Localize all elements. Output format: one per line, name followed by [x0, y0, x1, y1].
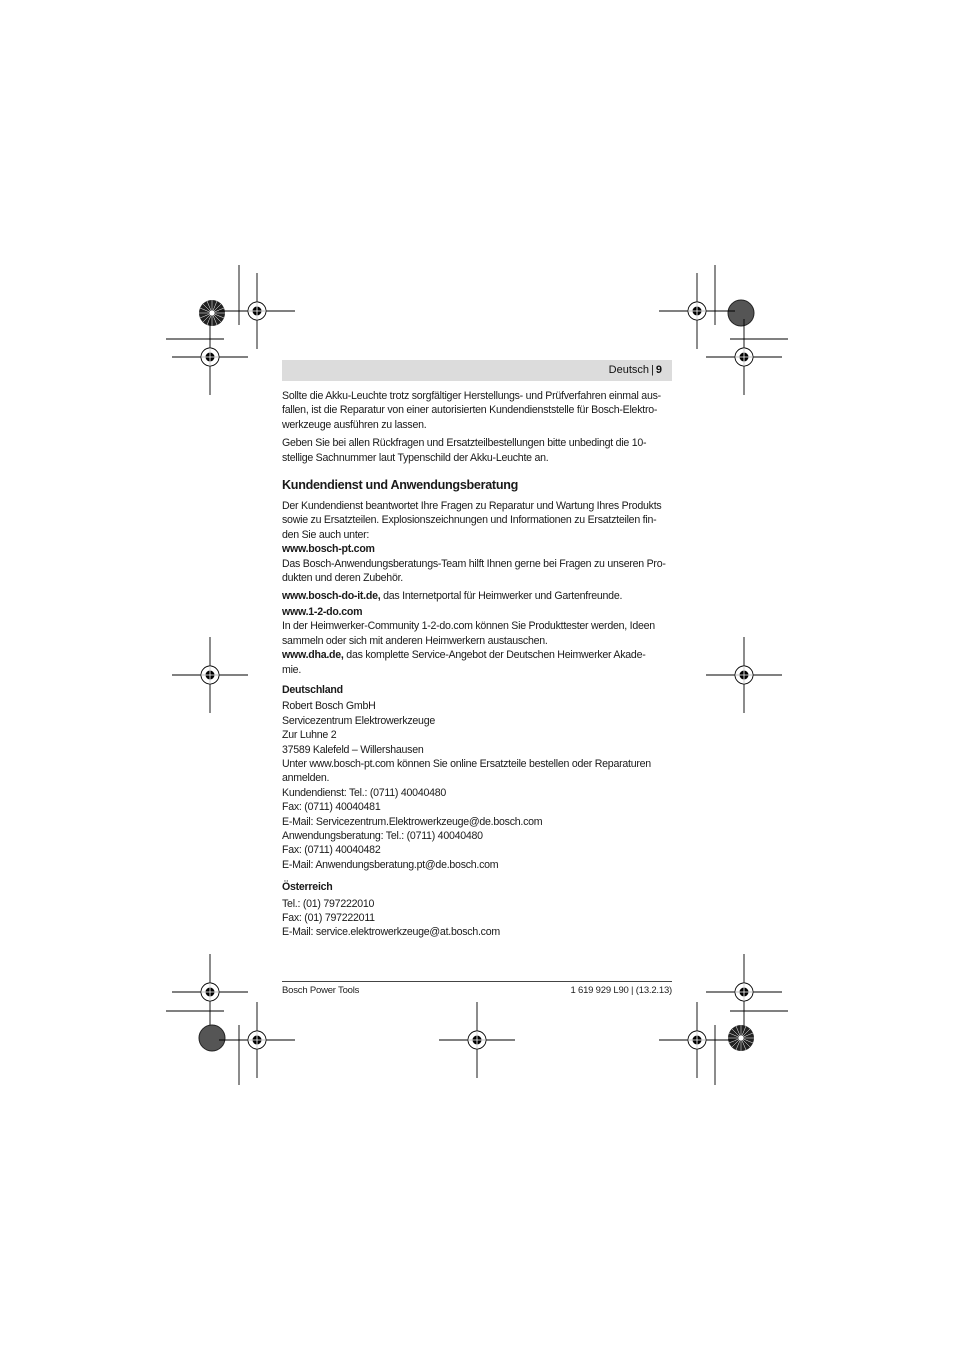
- email-line[interactable]: E-Mail: Anwendungsberatung.pt@de.bosch.com: [282, 858, 499, 871]
- page-content: [282, 389, 674, 944]
- intro-paragraph-2: [282, 436, 674, 465]
- header-label: Deutsch | 9: [608, 364, 662, 376]
- service-paragraph-do-it: [282, 589, 674, 603]
- footer-doc-number: 1 619 929 L90 | (13.2.13): [570, 985, 672, 996]
- address-line: Anwendungsberatung: Tel.: (0711) 40040480: [282, 829, 483, 842]
- intro-paragraph-1: [282, 389, 674, 432]
- footer-rule: [282, 981, 672, 982]
- text-line: fallen, ist die Reparatur von einer autorisierten Kundendienststelle für Bosch-Elektro-: [282, 404, 658, 417]
- page-number: 9: [655, 364, 662, 376]
- footer-publisher: Bosch Power Tools: [282, 985, 360, 996]
- email-line[interactable]: E-Mail: Servicezentrum.Elektrowerkzeuge@de.bosch.com: [282, 815, 543, 828]
- text-line: Der Kundendienst beantwortet Ihre Fragen zu Reparatur und Wartung Ihres Produkts: [282, 500, 662, 513]
- link-bosch-pt[interactable]: www.bosch-pt.com: [282, 543, 375, 556]
- text-line: das Internetportal für Heimwerker und Gartenfreunde.: [380, 590, 623, 603]
- section-heading-service: Kundendienst und Anwendungsberatung: [282, 478, 518, 493]
- text-line: In der Heimwerker-Community 1-2-do.com können Sie Produkttester werden, Ideen: [282, 620, 655, 633]
- address-oesterreich: [282, 897, 674, 940]
- service-paragraph-dha: [282, 648, 674, 677]
- text-line: werkzeuge ausführen zu lassen.: [282, 418, 427, 431]
- link-paragraph: [282, 542, 674, 556]
- service-paragraph-2: [282, 557, 674, 586]
- address-line: Unter www.bosch-pt.com können Sie online Ersatzteile bestellen oder Reparaturen: [282, 757, 651, 770]
- text-line: das komplette Service-Angebot der Deutschen Heimwerker Akade-: [343, 649, 646, 662]
- address-line: Fax: (0711) 40040482: [282, 844, 381, 857]
- link-1-2-do[interactable]: www.1-2-do.com: [282, 605, 363, 618]
- link-bosch-do-it[interactable]: www.bosch-do-it.de,: [282, 590, 381, 603]
- service-paragraph-1: [282, 499, 674, 542]
- text-line: sowie zu Ersatzteilen. Explosionszeichnungen und Informationen zu Ersatzteilen fin-: [282, 514, 657, 527]
- address-line: Fax: (01) 797222011: [282, 912, 375, 924]
- country-heading-oesterreich: Österreich: [282, 881, 333, 894]
- address-deutschland: [282, 699, 674, 872]
- text-line: stellige Sachnummer laut Typenschild der Akku-Leuchte an.: [282, 451, 549, 464]
- text-line: dukten und deren Zubehör.: [282, 572, 403, 585]
- text-line: Sollte die Akku-Leuchte trotz sorgfältiger Herstellungs- und Prüfverfahren einmal aus-: [282, 390, 661, 402]
- address-line: Kundendienst: Tel.: (0711) 40040480: [282, 786, 447, 799]
- text-line: den Sie auch unter:: [282, 528, 370, 541]
- address-line: Servicezentrum Elektrowerkzeuge: [282, 714, 435, 727]
- email-line[interactable]: E-Mail: service.elektrowerkzeuge@at.bosch.com: [282, 926, 500, 939]
- link-dha[interactable]: www.dha.de,: [282, 649, 344, 662]
- text-line: mie.: [282, 663, 302, 676]
- address-line: Robert Bosch GmbH: [282, 700, 376, 713]
- text-line: Das Bosch-Anwendungsberatungs-Team hilft Ihnen gerne bei Fragen zu unseren Pro-: [282, 557, 666, 570]
- service-paragraph-3: [282, 619, 674, 648]
- address-line: Zur Luhne 2: [282, 729, 337, 742]
- text-line: Geben Sie bei allen Rückfragen und Ersatzteilbestellungen bitte unbedingt die 10-: [282, 437, 647, 450]
- header-section: Deutsch: [608, 364, 650, 376]
- address-line: Tel.: (01) 797222010: [282, 897, 375, 910]
- address-line: anmelden.: [282, 772, 330, 785]
- country-heading-deutschland: Deutschland: [282, 683, 343, 696]
- text-line: sammeln oder sich mit anderen Heimwerkern austauschen.: [282, 634, 548, 647]
- address-line: 37589 Kalefeld – Willershausen: [282, 743, 424, 756]
- page-header: [282, 360, 672, 381]
- link-paragraph: [282, 605, 674, 619]
- address-line: Fax: (0711) 40040481: [282, 801, 381, 814]
